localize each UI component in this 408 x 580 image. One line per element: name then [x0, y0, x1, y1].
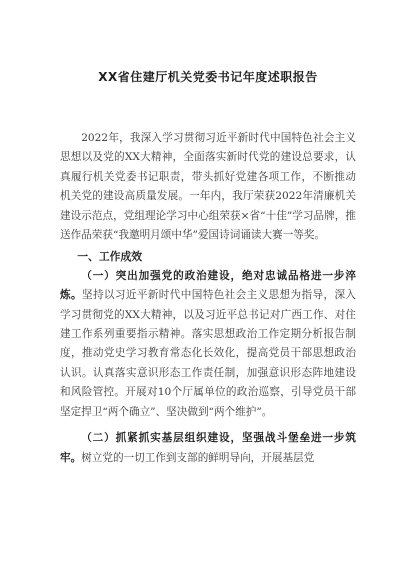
subsection-1-paragraph [60, 267, 356, 422]
intro-paragraph: 2022年，我深入学习贯彻习近平新时代中国特色社会主义思想以及党的XX大精神，全面落实新时代党的建设总要求，认真履行机关党委书记职责，带头抓好党建各项工作，不断推动机关党的建设高质量发展。一年内，我厅荣获2022年清廉机关建设示范点，党组理论学习中心组荣获×省“十佳”学习品牌，推送作品荣获“我邀明月颂中华”爱国诗词诵读大赛一等奖。 [60, 132, 356, 242]
subsection-1-body: 坚持以习近平新时代中国特色社会主义思想为指导，深入学习贯彻党的XX大精神，以及习近平总书记对广西工作、对住建工作系列重要指示精神。落实思想政治工作定期分析报告制度，推动党史学习教育常态化长效化，提高党员干部思想政治认识。认真落实意识形态工作责任制，加强意识形态阵地建设和风险管控。开展对10个厅属单位的政治巡察，引导党员干部坚定捍卫“两个确立”、坚决做到“两个维护”。 [60, 289, 357, 418]
document-title: XX省住建厅机关党委书记年度述职报告 [98, 70, 318, 84]
subsection-2-paragraph [60, 429, 356, 468]
paragraph-gap [60, 422, 356, 429]
subsection-2-body: 树立党的一切工作到支部的鲜明导向，开展基层党 [81, 451, 315, 464]
section-heading-work-results: 一、工作成效 [77, 250, 143, 264]
subsection-1-heading: （一）突出加强党的政治建设，绝对忠诚品格进一步淬炼。 [60, 269, 356, 302]
subsection-2-heading: （二）抓紧抓实基层组织建设，坚强战斗堡垒进一步筑牢。 [60, 432, 356, 464]
